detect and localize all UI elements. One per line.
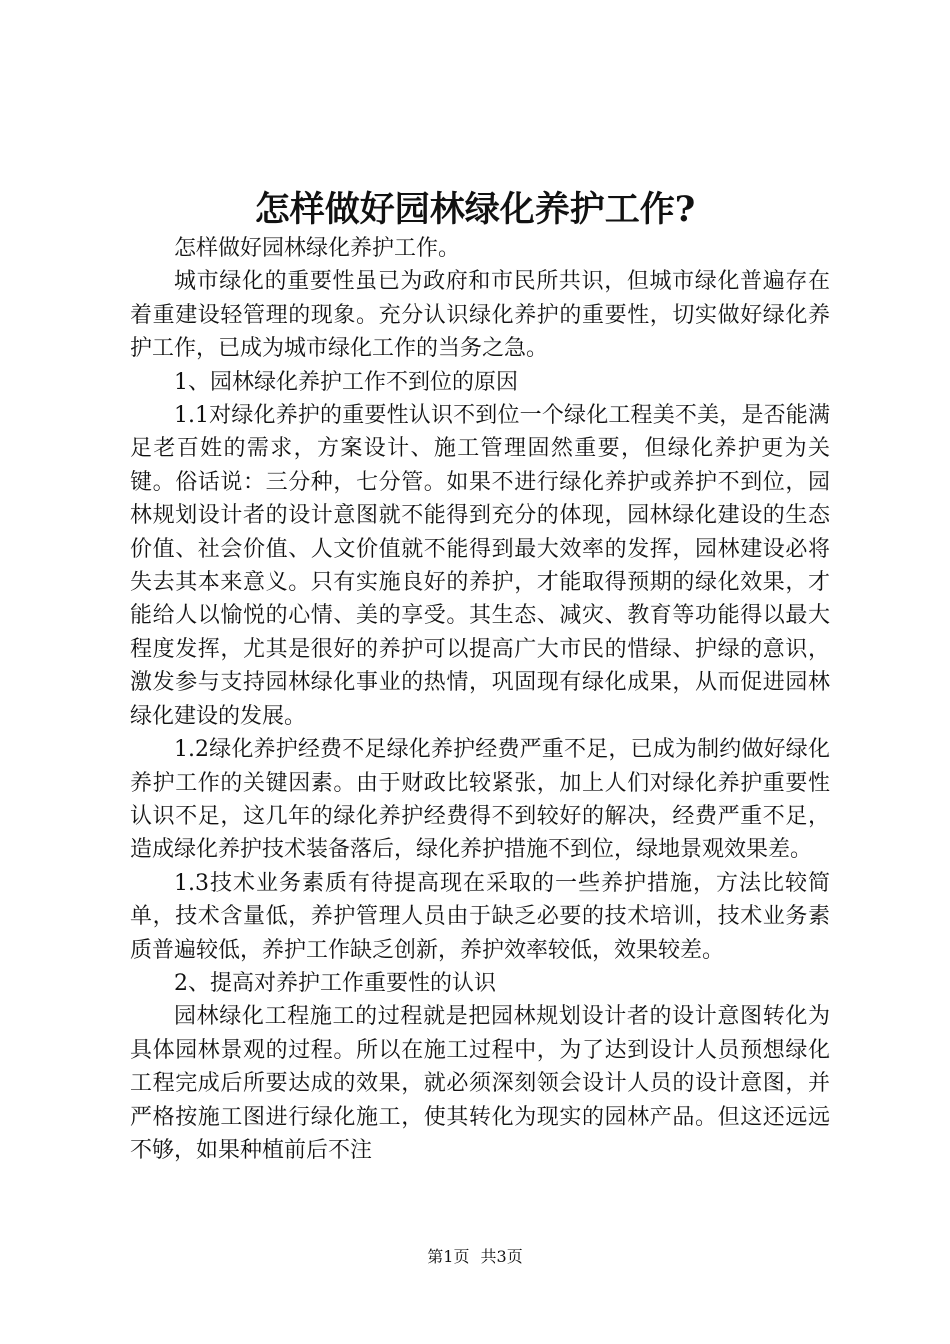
- page-footer: [0, 1244, 950, 1267]
- document-body: [130, 232, 830, 1167]
- paragraph: 1.3技术业务素质有待提高现在采取的一些养护措施，方法比较简单，技术含量低，养护管理人员由于缺乏必要的技术培训，技术业务素质普遍较低，养护工作缺乏创新，养护效率较低，效果较差。: [130, 870, 830, 963]
- paragraph: 园林绿化工程施工的过程就是把园林规划设计者的设计意图转化为具体园林景观的过程。所以在施工过程中，为了达到设计人员预想绿化工程完成后所要达成的效果，就必须深刻领会设计人员的设计意图，并严格按施工图进行绿化施工，使其转化为现实的园林产品。但这还远远不够，如果种植前后不注: [130, 1004, 830, 1163]
- paragraph: 1.2绿化养护经费不足绿化养护经费严重不足，已成为制约做好绿化养护工作的关键因素。由于财政比较紧张，加上人们对绿化养护重要性认识不足，这几年的绿化养护经费得不到较好的解决，经费严重不足，造成绿化养护技术装备落后，绿化养护措施不到位，绿地景观效果差。: [130, 737, 830, 863]
- paragraph: 1.1对绿化养护的重要性认识不到位一个绿化工程美不美，是否能满足老百姓的需求，方案设计、施工管理固然重要，但绿化养护更为关键。俗话说：三分种，七分管。如果不进行绿化养护或养护不到位，园林规划设计者的设计意图就不能得到充分的体现，园林绿化建设的生态价值、社会价值、人文价值就不能得到最大效率的发挥，园林建设必将失去其本来意义。只有实施良好的养护，才能取得预期的绿化效果，才能给人以愉悦的心情、美的享受。其生态、减灾、教育等功能得以最大程度发挥，尤其是很好的养护可以提高广大市民的惜绿、护绿的意识，激发参与支持园林绿化事业的热情，巩固现有绿化成果，从而促进园林绿化建设的发展。: [130, 403, 830, 729]
- page-number: 第1页: [427, 1247, 470, 1266]
- section-heading: 2、提高对养护工作重要性的认识: [174, 970, 496, 996]
- page-total: 共3页: [480, 1247, 523, 1266]
- paragraph: 城市绿化的重要性虽已为政府和市民所共识，但城市绿化普遍存在着重建设轻管理的现象。充分认识绿化养护的重要性，切实做好绿化养护工作，已成为城市绿化工作的当务之急。: [130, 269, 830, 362]
- paragraph: 怎样做好园林绿化养护工作。: [174, 236, 461, 261]
- section-heading: 1、园林绿化养护工作不到位的原因: [174, 369, 518, 395]
- document-title: 怎样做好园林绿化养护工作?: [254, 189, 696, 230]
